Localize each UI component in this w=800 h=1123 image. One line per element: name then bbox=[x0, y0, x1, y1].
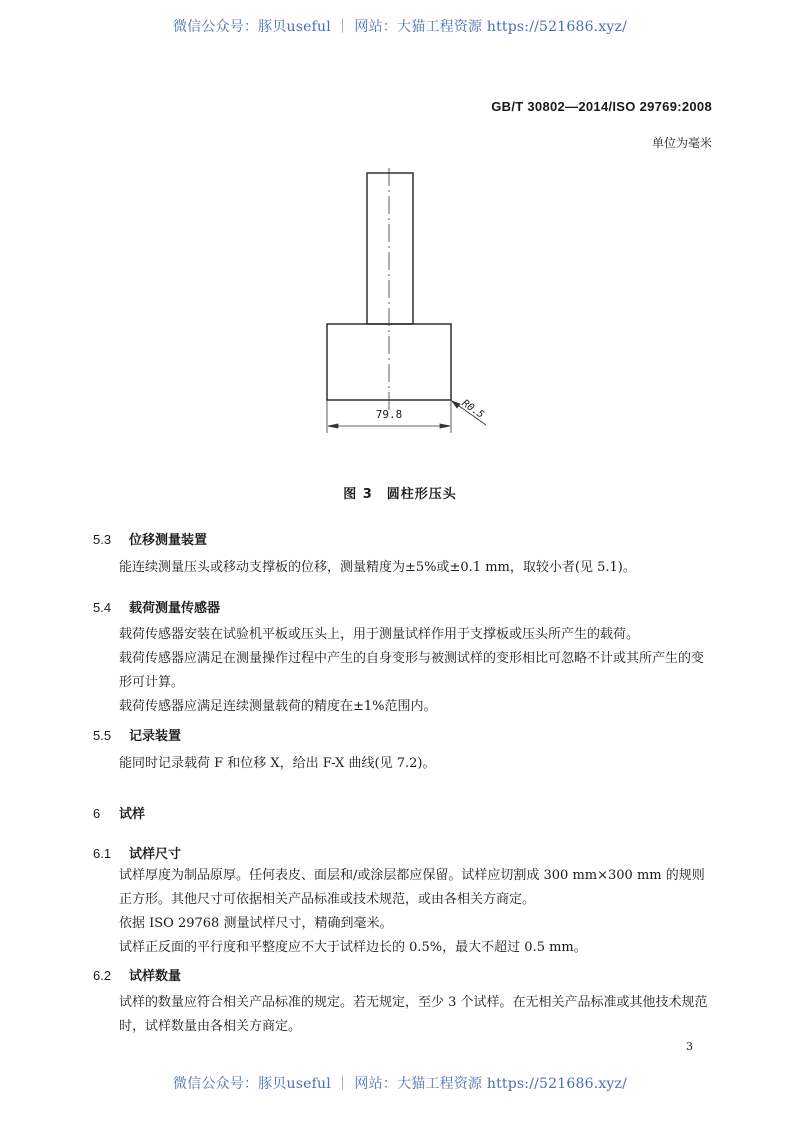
section-number: 6.1 bbox=[93, 846, 112, 861]
paragraph: 能同时记录载荷 F 和位移 X，给出 F-X 曲线(见 7.2)。 bbox=[119, 756, 436, 771]
section-heading-5-5 bbox=[93, 725, 181, 744]
paragraph: 试样正反面的平行度和平整度应不大于试样边长的 0.5%，最大不超过 0.5 mm。 bbox=[119, 940, 587, 955]
section-body-5-5 bbox=[93, 752, 708, 776]
figure-caption: 图 3 圆柱形压头 bbox=[343, 487, 457, 502]
section-title: 试样数量 bbox=[129, 969, 182, 984]
section-body-5-4 bbox=[93, 623, 708, 719]
page-number: 3 bbox=[686, 1040, 693, 1053]
paragraph: 试样厚度为制品原厚。任何表皮、面层和/或涂层都应保留。试样应切割成 300 mm×300 mm 的规则正方形。其他尺寸可依据相关产品标准或技术规范，或由各相关方商定。 bbox=[119, 868, 705, 907]
section-title: 载荷测量传感器 bbox=[129, 601, 221, 616]
section-heading-6-2 bbox=[93, 965, 181, 984]
section-title: 位移测量装置 bbox=[129, 533, 208, 548]
section-number: 6 bbox=[93, 806, 101, 821]
standard-code: GB/T 30802—2014/ISO 29769:2008 bbox=[491, 99, 712, 114]
section-number: 5.5 bbox=[93, 728, 112, 743]
paragraph: 载荷传感器安装在试验机平板或压头上，用于测量试样作用于支撑板或压头所产生的载荷。 bbox=[119, 627, 640, 642]
paragraph: 依据 ISO 29768 测量试样尺寸，精确到毫米。 bbox=[119, 916, 393, 931]
unit-note: 单位为毫米 bbox=[651, 136, 712, 150]
section-number: 5.4 bbox=[93, 600, 112, 615]
paragraph: 载荷传感器应满足在测量操作过程中产生的自身变形与被测试样的变形相比可忽略不计或其所产生的变形可计算。 bbox=[119, 651, 705, 690]
section-number: 5.3 bbox=[93, 532, 112, 547]
section-heading-6 bbox=[93, 803, 145, 822]
section-heading-6-1 bbox=[93, 843, 181, 862]
section-title: 试样 bbox=[119, 807, 146, 822]
paragraph: 试样的数量应符合相关产品标准的规定。若无规定，至少 3 个试样。在无相关产品标准或其他技术规范时，试样数量由各相关方商定。 bbox=[119, 995, 708, 1034]
section-number: 6.2 bbox=[93, 968, 112, 983]
section-heading-5-4 bbox=[93, 597, 220, 616]
cylindrical-indenter-drawing bbox=[0, 0, 800, 470]
section-body-6-2 bbox=[93, 991, 708, 1039]
radius-label: R0.5 bbox=[459, 398, 486, 421]
section-title: 试样尺寸 bbox=[129, 847, 182, 862]
paragraph: 载荷传感器应满足连续测量载荷的精度在±1%范围内。 bbox=[119, 699, 437, 714]
indenter-stem bbox=[367, 173, 413, 324]
watermark-top: 微信公众号：豚贝useful ｜ 网站：大猫工程资源 https://521686.xyz/ bbox=[172, 19, 628, 35]
dimension-width-label: 79.8 bbox=[375, 408, 403, 421]
section-body-5-3 bbox=[93, 556, 708, 580]
section-body-6-1 bbox=[93, 864, 708, 960]
section-title: 记录装置 bbox=[129, 729, 182, 744]
indenter-base bbox=[327, 324, 451, 400]
section-heading-5-3 bbox=[93, 529, 207, 548]
watermark-bottom: 微信公众号：豚贝useful ｜ 网站：大猫工程资源 https://521686.xyz/ bbox=[172, 1076, 628, 1092]
paragraph: 能连续测量压头或移动支撑板的位移，测量精度为±5%或±0.1 mm，取较小者(见 5.1)。 bbox=[119, 560, 636, 575]
